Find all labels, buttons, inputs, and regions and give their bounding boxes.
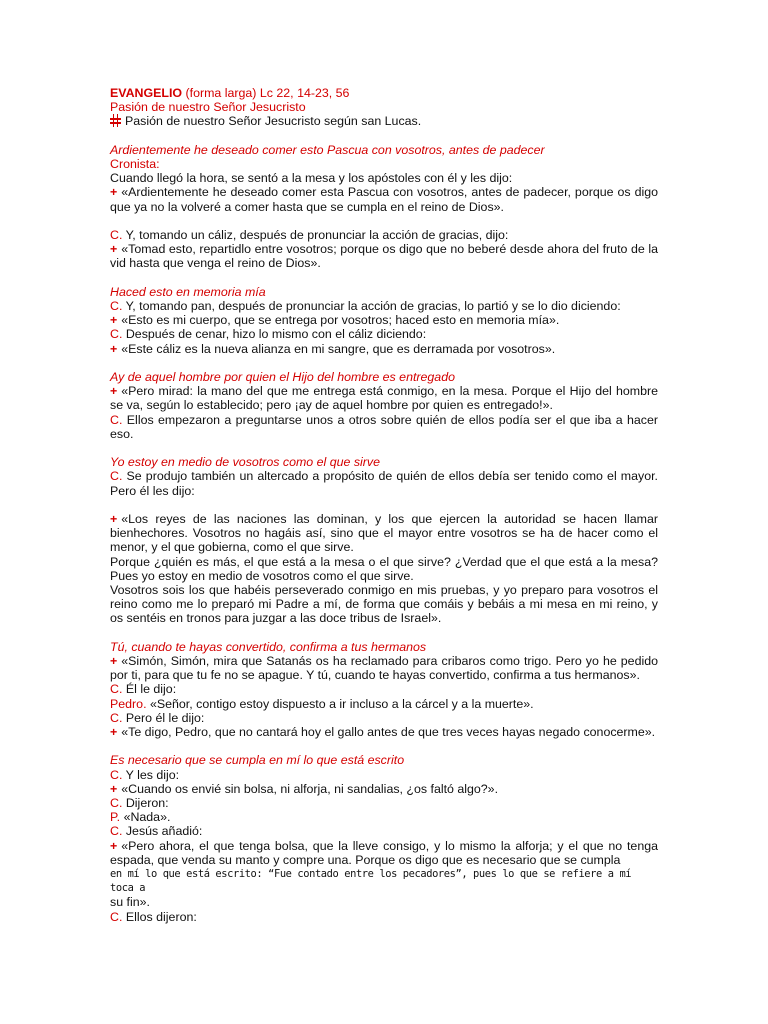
jesus-line-cont: en mí lo que está escrito: “Fue contado entre los pecadores”, pues lo que se refiere a mí toca a xyxy=(110,868,632,895)
jesus-line xyxy=(110,185,658,213)
speaker-label: C. xyxy=(110,299,123,313)
line-text: Y, tomando un cáliz, después de pronunciar la acción de gracias, dijo: xyxy=(125,228,509,242)
speaker-label: C. xyxy=(110,710,123,725)
narration-line xyxy=(110,413,658,441)
section-title: Tú, cuando te hayas convertido, confirma a tus hermanos xyxy=(110,639,427,654)
speaker-label: C. xyxy=(110,327,123,342)
plus-icon: + xyxy=(110,384,118,399)
jesus-line-cont: Vosotros sois los que habéis perseverado conmigo en mis pruebas, y yo preparo para vosotros el reino como me lo preparó mi Padre a mí, de forma que comáis y bebáis a mi mesa en mi reino, y os sentéis en tronos para juzgar a las doce tribus de Israel». xyxy=(110,583,658,626)
line-text: Y, tomando pan, después de pronunciar la acción de gracias, lo partió y se lo dio diciendo: xyxy=(125,299,621,313)
plus-icon: + xyxy=(110,341,118,356)
line-text: «Te digo, Pedro, que no cantará hoy el gallo antes de que tres veces hayas negado conocerme». xyxy=(121,725,656,740)
plus-icon: + xyxy=(110,242,118,257)
plus-icon: + xyxy=(110,725,118,740)
narration-line xyxy=(110,299,658,313)
plus-icon: + xyxy=(110,185,118,200)
section-title: Es necesario que se cumpla en mí lo que está escrito xyxy=(110,753,405,768)
jesus-line xyxy=(110,782,658,796)
line-text: «Este cáliz es la nueva alianza en mi sangre, que es derramada por vosotros». xyxy=(121,341,556,356)
jesus-line xyxy=(110,384,658,412)
double-cross-icon xyxy=(110,114,122,127)
narration-line xyxy=(110,711,658,725)
speaker-label: C. xyxy=(110,228,123,242)
line-text: «Cuando os envié sin bolsa, ni alforja, ni sandalias, ¿os faltó algo?». xyxy=(121,781,499,796)
jesus-line xyxy=(110,242,658,270)
speaker-label: C. xyxy=(110,824,123,839)
section-title: Ardientemente he deseado comer esto Pascua con vosotros, antes de padecer xyxy=(110,142,545,157)
jesus-line-cont: su fin». xyxy=(110,895,150,910)
speaker-label: C. xyxy=(110,767,123,782)
line-text: Él le dijo: xyxy=(125,682,177,697)
line-text: «Ardientemente he deseado comer esta Pascua con vosotros, antes de padecer, porque os digo que ya no la volveré a comer hasta que se cumpla en el reino de Dios». xyxy=(110,185,658,214)
section-title: Ay de aquel hombre por quien el Hijo del hombre es entregado xyxy=(110,370,455,384)
line-text: «Pero mirad: la mano del que me entrega está conmigo, en la mesa. Porque el Hijo del hombre se va, según lo establecido; pero ¡ay de aquel hombre por quien es entregado!». xyxy=(110,384,658,413)
pedro-line xyxy=(110,697,658,711)
narration-line xyxy=(110,469,658,497)
narration-line xyxy=(110,796,658,810)
line-text: Se produjo también un altercado a propósito de quién de ellos debía ser tenido como el mayor. Pero él les dijo: xyxy=(110,469,658,498)
speaker-label: C. xyxy=(110,909,123,924)
line-text: «Nada». xyxy=(123,810,171,825)
jesus-line xyxy=(110,313,658,327)
line-text: Ellos empezaron a preguntarse unos a otros sobre quién de ellos podía ser el que iba a hacer eso. xyxy=(110,412,658,441)
line-text: «Señor, contigo estoy dispuesto a ir incluso a la cárcel y a la muerte». xyxy=(149,696,534,711)
jesus-line xyxy=(110,839,658,867)
line-text: Pero él le dijo: xyxy=(125,710,205,725)
announcement-text: Pasión de nuestro Señor Jesucristo según san Lucas. xyxy=(125,114,422,129)
plus-icon: + xyxy=(110,838,118,853)
plus-icon: + xyxy=(110,313,118,328)
section-title: Yo estoy en medio de vosotros como el que sirve xyxy=(110,455,380,470)
reading-subtitle: Pasión de nuestro Señor Jesucristo xyxy=(110,100,306,115)
speaker-label: P. xyxy=(110,810,121,825)
reading-title xyxy=(110,86,658,100)
narration-line xyxy=(110,768,658,782)
narration-line xyxy=(110,824,658,838)
speaker-label: C. xyxy=(110,412,123,427)
line-text: «Simón, Simón, mira que Satanás os ha reclamado para cribaros como trigo. Pero yo he pedido por ti, para que tu fe no se apague. Y tú, cuando te hayas convertido, confirma a tus hermanos». xyxy=(110,654,658,683)
reading-announcement xyxy=(110,114,658,128)
plus-icon: + xyxy=(110,654,118,669)
speaker-label: C. xyxy=(110,682,123,697)
speaker-label: C. xyxy=(110,796,123,811)
jesus-line xyxy=(110,512,658,555)
line-text: «Tomad esto, repartidlo entre vosotros; porque os digo que no beberé desde ahora del fruto de la vid hasta que venga el reino de Dios». xyxy=(110,242,658,271)
jesus-line-cont: Porque ¿quién es más, el que está a la mesa o el que sirve? ¿Verdad que el que está a la mesa? Pues yo estoy en medio de vosotros como el que sirve. xyxy=(110,554,658,583)
speaker-label: Cronista: xyxy=(110,157,160,171)
plus-icon: + xyxy=(110,512,118,526)
jesus-line xyxy=(110,654,658,682)
line-text: Dijeron: xyxy=(125,796,169,811)
line-text: Después de cenar, hizo lo mismo con el cáliz diciendo: xyxy=(125,327,427,342)
jesus-line xyxy=(110,725,658,739)
gospel-label: EVANGELIO xyxy=(110,86,183,100)
line-text: «Pero ahora, el que tenga bolsa, que la lleve consigo, y lo mismo la alforja; y el que no tenga espada, que venda su manto y compre una. Porque os digo que es necesario que se cumpla xyxy=(110,838,658,867)
speaker-label: C. xyxy=(110,469,123,484)
narration-line: Cuando llegó la hora, se sentó a la mesa y los apóstoles con él y les dijo: xyxy=(110,171,513,186)
speaker-label: Pedro. xyxy=(110,696,147,711)
narration-line xyxy=(110,228,658,242)
line-text: «Los reyes de las naciones las dominan, y los que ejercen la autoridad se hacen llamar bienhechores. Vosotros no hagáis así, sino que el mayor entre vosotros se ha de hacer como el menor, y el que gobierna, como el que sirve. xyxy=(110,512,658,555)
line-text: Ellos dijeron: xyxy=(125,909,197,924)
section-title: Haced esto en memoria mía xyxy=(110,284,266,299)
reading-page xyxy=(110,86,658,924)
line-text: «Esto es mi cuerpo, que se entrega por vosotros; haced esto en memoria mía». xyxy=(121,313,560,328)
plus-icon: + xyxy=(110,781,118,796)
jesus-line xyxy=(110,342,658,356)
narration-line xyxy=(110,327,658,341)
line-text: Y les dijo: xyxy=(125,767,180,782)
narration-line xyxy=(110,682,658,696)
line-text: Jesús añadió: xyxy=(125,824,203,839)
narration-line xyxy=(110,910,658,924)
reading-reference: (forma larga) Lc 22, 14-23, 56 xyxy=(182,86,350,100)
people-line xyxy=(110,810,658,824)
